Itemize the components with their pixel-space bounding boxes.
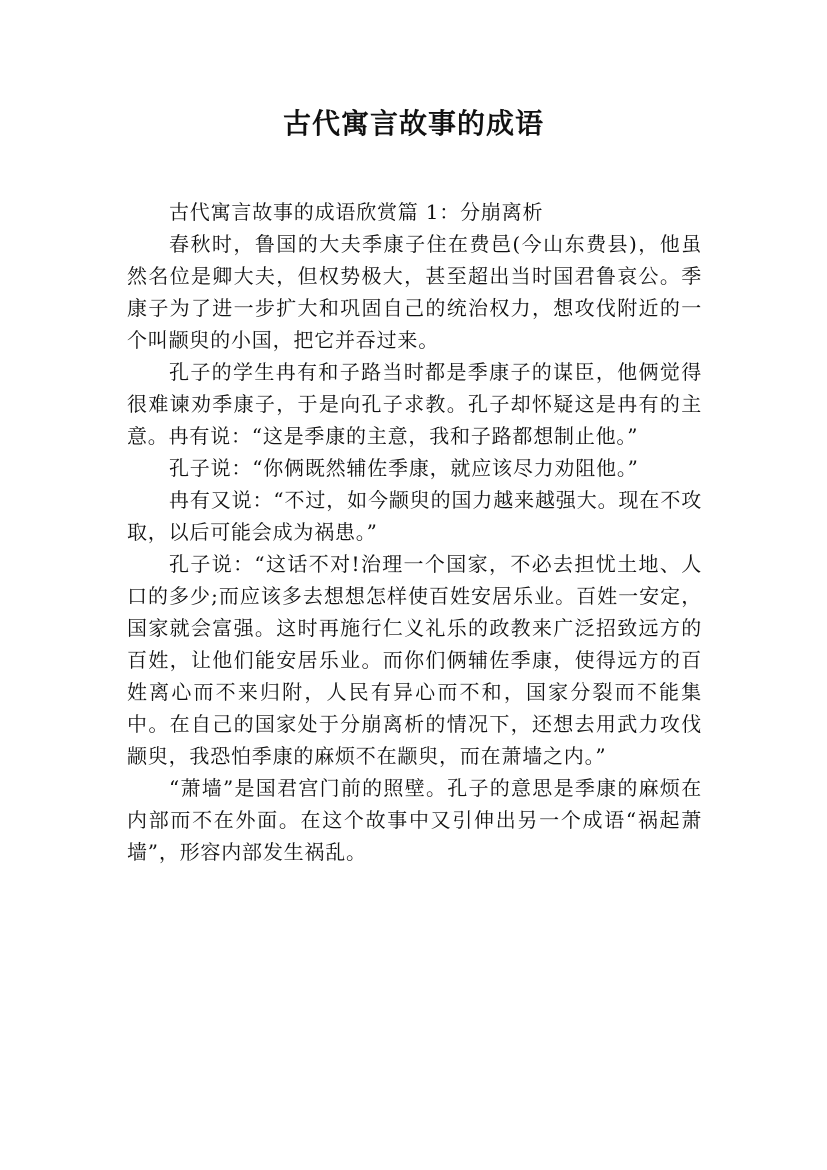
paragraph: 孔子的学生冉有和子路当时都是季康子的谋臣，他俩觉得很难谏劝季康子，于是向孔子求教。孔子却怀疑这是冉有的主意。冉有说：“这是季康的主意，我和子路都想制止他。”: [127, 360, 702, 448]
paragraph: 孔子说：“这话不对!治理一个国家，不必去担忧土地、人口的多少;而应该多去想想怎样使百姓安居乐业。百姓一安定，国家就会富强。这时再施行仁义礼乐的政教来广泛招致远方的百姓，让他们能安居乐业。而你们俩辅佐季康，使得远方的百姓离心而不来归附，人民有异心而不和，国家分裂而不能集中。在自己的国家处于分崩离析的情况下，还想去用武力攻伐颛臾，我恐怕季康的麻烦不在颛臾，而在萧墙之内。”: [127, 552, 702, 768]
paragraph: 孔子说：“你俩既然辅佐季康，就应该尽力劝阻他。”: [169, 456, 639, 480]
paragraph: “萧墙”是国君宫门前的照壁。孔子的意思是季康的麻烦在内部而不在外面。在这个故事中又引伸出另一个成语“祸起萧墙”，形容内部发生祸乱。: [127, 776, 702, 864]
paragraph: 冉有又说：“不过，如今颛臾的国力越来越强大。现在不攻取，以后可能会成为祸患。”: [127, 488, 702, 544]
paragraph: 春秋时，鲁国的大夫季康子住在费邑(今山东费县)，他虽然名位是卿大夫，但权势极大，甚至超出当时国君鲁哀公。季康子为了进一步扩大和巩固自己的统治权力，想攻伐附近的一个叫颛臾的小国，把它并吞过来。: [127, 232, 702, 352]
document-title: 古代寓言故事的成语: [282, 107, 544, 140]
paragraph-section-heading: 古代寓言故事的成语欣赏篇 1：分崩离析: [169, 200, 544, 224]
document-body: [127, 196, 702, 868]
